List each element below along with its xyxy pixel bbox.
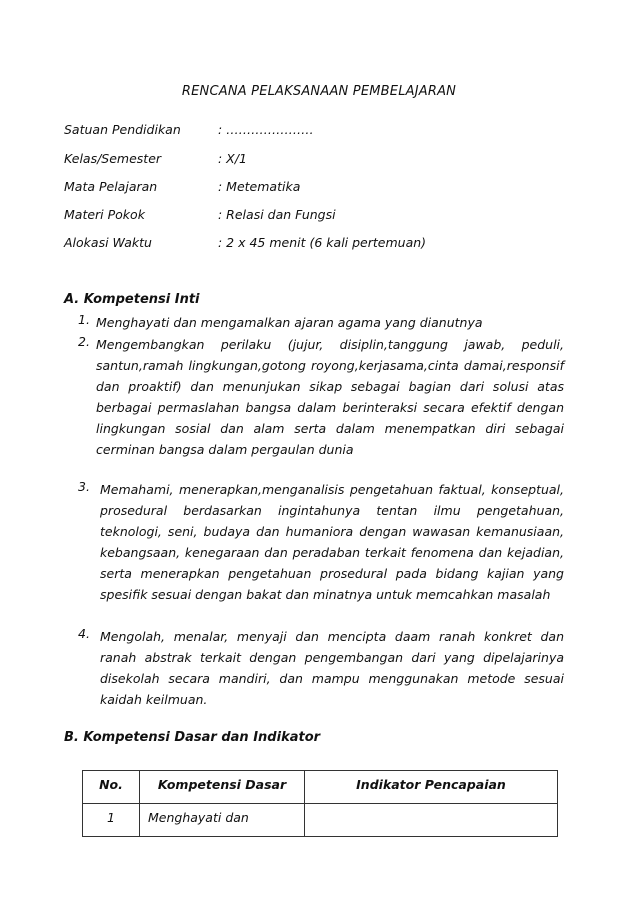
table-cell-kompetensi-dasar: Menghayati dan <box>140 804 305 837</box>
section-b-heading: B. Kompetensi Dasar dan Indikator <box>64 730 321 745</box>
item-number: 3. <box>78 479 90 494</box>
column-header-no: No. <box>83 771 140 804</box>
meta-label: Mata Pelajaran <box>64 179 158 194</box>
meta-value: : Metematika <box>218 179 301 194</box>
column-header-kompetensi-dasar: Kompetensi Dasar <box>140 771 305 804</box>
table-row <box>83 804 558 837</box>
item-text: Memahami, menerapkan,menganalisis pengetahuan faktual, konseptual, prosedural berdasarkan ingintahunya tentan ilmu pengetahuan, teknologi, seni, budaya dan humaniora dengan wawasan kemanusiaan, kebangsaan, kenegaraan dan peradaban terkait fenomena dan kejadian, serta menerapkan pengetahuan prosedural pada bidang kajian yang spesifik sesuai dengan bakat dan minatnya untuk memcahkan masalah <box>100 482 564 602</box>
section-a-heading: A. Kompetensi Inti <box>64 292 200 307</box>
table-header-row <box>83 771 558 804</box>
item-number: 2. <box>78 334 90 349</box>
table-cell-no: 1 <box>83 804 140 837</box>
meta-label: Alokasi Waktu <box>64 235 152 250</box>
item-text: Mengolah, menalar, menyaji dan mencipta daam ranah konkret dan ranah abstrak terkait dengan pengembangan dari yang dipelajarinya disekolah secara mandiri, dan mampu menggunakan metode sesuai kaidah keilmuan. <box>100 629 564 707</box>
meta-label: Satuan Pendidikan <box>64 122 181 137</box>
kompetensi-dasar-table <box>82 770 558 837</box>
meta-label: Kelas/Semester <box>64 151 162 166</box>
document-title: RENCANA PELAKSANAAN PEMBELAJARAN <box>181 84 457 99</box>
meta-value: : ………………… <box>218 122 314 137</box>
meta-label: Materi Pokok <box>64 207 145 222</box>
table-cell-indikator <box>305 804 558 837</box>
meta-value: : X/1 <box>218 151 247 166</box>
item-number: 1. <box>78 312 90 327</box>
meta-value: : 2 x 45 menit (6 kali pertemuan) <box>218 235 427 250</box>
item-text: Mengembangkan perilaku (jujur, disiplin,tanggung jawab, peduli, santun,ramah lingkungan,gotong royong,kerjasama,cinta damai,responsif dan proaktif) dan menunjukan sikap sebagai bagian dari solusi atas berbagai permaslahan bangsa dalam berinteraksi secara efektif dengan lingkungan sosial dan alam serta dalam menempatkan diri sebagai cerminan bangsa dalam pergaulan dunia <box>96 337 564 457</box>
item-text: Menghayati dan mengamalkan ajaran agama yang dianutnya <box>96 315 483 330</box>
meta-value: : Relasi dan Fungsi <box>218 207 336 222</box>
column-header-indikator-pencapaian: Indikator Pencapaian <box>305 771 558 804</box>
item-number: 4. <box>78 626 90 641</box>
